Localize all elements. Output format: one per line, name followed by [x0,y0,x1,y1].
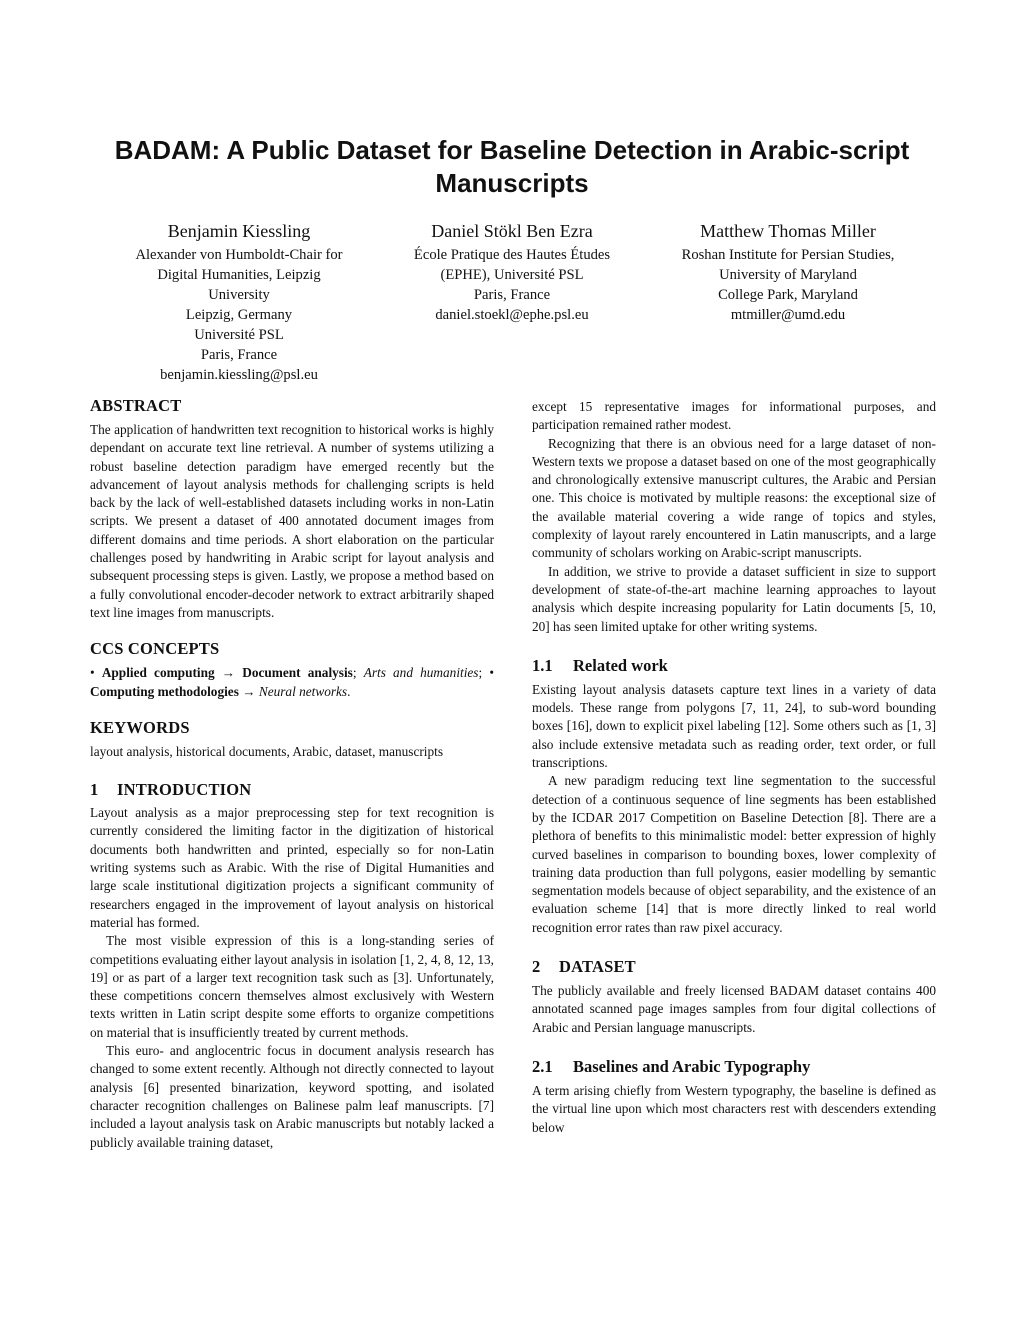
related-paragraph-1: Existing layout analysis datasets capture text lines in a variety of data models. These range from polygons [7, 11, 24], to sub-word bounding boxes [16], down to explicit pixel labeling [12]. Some others such as [1, 3] also include extensive metadata such as reading order, text order, or full transcriptions. [532,681,936,771]
author-affiliation-line: University [208,287,270,303]
dataset-paragraph-1: The publicly available and freely licensed BADAM dataset contains 400 annotated scanned page images samples from four digital collections of Arabic and Persian language manuscripts. [532,983,936,1035]
author-email: daniel.stoekl@ephe.psl.eu [435,307,589,323]
subsection-heading-baselines [532,1057,936,1077]
author-email: mtmiller@umd.edu [730,307,846,323]
section-heading-dataset [532,957,936,977]
author-name: Matthew Thomas Miller [700,221,876,241]
author-block-3 [653,218,923,325]
section-number: 1.1 [532,655,553,675]
author-email: benjamin.kiessling@psl.eu [160,367,318,383]
left-column [90,396,494,1152]
baselines-paragraph-1: A term arising chiefly from Western typography, the baseline is defined as the virtual line upon which most characters rest with descenders extending below [532,1082,936,1135]
ccs-separator: ; [352,665,357,681]
author-affiliation-line: (EPHE), Université PSL [440,267,584,283]
author-affiliation-line: Université PSL [194,327,284,343]
author-affiliation-line: Digital Humanities, Leipzig [157,267,321,283]
author-affiliation-line: College Park, Maryland [718,287,858,303]
author-affiliation-line: University of Maryland [719,267,857,283]
abstract-text: The application of handwritten text recognition to historical works is highly dependant on accurate text line retrieval. A number of systems utilizing a robust baseline detection paradigm have emerged recently but the advancement of layout analysis methods for challenging scripts is held back by the lack of well-established datasets including works in non-Latin scripts. We present a dataset of 400 annotated document images from different domains and time periods. A short elaboration on the particular challenges posed by handwriting in Arabic script for layout analysis and subsequent processing steps is given. Lastly, we propose a method based on a fully convolutional encoder-decoder network to extract arbitrarily shaped text line images from manuscripts. [90,422,494,620]
author-block-1 [104,218,374,385]
ccs-arrow: → [221,665,236,681]
author-block-2 [377,218,647,325]
intro-paragraph-3-continued: except 15 representative images for informational purposes, and participation remained rather modest. [532,399,936,433]
paper-title: BADAM: A Public Dataset for Baseline Detection in Arabic-script Manuscripts [114,135,910,198]
section-number: 2 [532,957,541,977]
author-name: Benjamin Kiessling [167,221,311,241]
intro-paragraph-1: Layout analysis as a major preprocessing step for text recognition is currently considered the limiting factor in the digitization of historical documents both handwritten and printed, especially so for non-Latin writing systems such as Arabic. With the rise of Digital Humanities and large scale institutional digitization projects a significant community of researchers engaged in the improvement of layout analysis on historical material has formed. [90,805,494,930]
section-title: Related work [573,655,668,675]
right-column [532,396,936,1137]
author-name: Daniel Stökl Ben Ezra [431,221,593,241]
ccs-concept: Arts and humanities [363,665,479,681]
keywords-text: layout analysis, historical documents, Arabic, dataset, manuscripts [90,743,444,759]
intro-paragraph-2: The most visible expression of this is a long-standing series of competitions evaluating either layout analysis in isolation [1, 2, 4, 8, 12, 13, 19] or as part of a larger text recognition task such as [3]. Unfortunately, these competitions concern themselves almost exclusively with Western texts written in Latin script despite some efforts to organize competitions on material that is insufficiently treated by current methods. [90,933,495,1040]
intro-paragraph-5: In addition, we strive to provide a dataset sufficient in size to support development of state-of-the-art machine learning approaches to layout analysis which despite increasing popularity for Latin documents [5, 10, 20] has seen limited uptake for other writing systems. [532,563,936,634]
ccs-concepts [90,664,494,701]
author-affiliation-line: Alexander von Humboldt-Chair for [135,247,343,263]
subsection-heading-related-work [532,656,936,676]
author-affiliation-line: Roshan Institute for Persian Studies, [681,247,895,263]
author-affiliation-line: Paris, France [473,287,551,303]
related-paragraph-2: A new paradigm reducing text line segmentation to the successful detection of a continuous sequence of line segments has been established by the ICDAR 2017 Competition on Baseline Detection [8]. There are a plethora of benefits to this minimalistic model: better expression of highly curved baselines in comparison to bounding boxes, lower complexity of training data production than full polygons, easier modelling by semantic segmentation models because of object separability, and the existence of an evaluation scheme [14] that is more directly linked to real world recognition error rates than raw pixel accuracy. [532,773,936,935]
ccs-concept: Applied computing [101,665,215,681]
ccs-end: . [347,683,351,699]
abstract-heading: ABSTRACT [90,396,182,415]
ccs-bullet: • [90,665,95,681]
ccs-concept: Computing methodologies [90,683,239,699]
section-number: 2.1 [532,1056,553,1076]
section-heading-introduction [90,780,494,800]
intro-paragraph-4: Recognizing that there is an obvious need for a large dataset of non-Western texts we propose a dataset based on one of the most geographically and chronologically extensive manuscript cultures, the Arabic and Persian one. This choice is motivated by multiple reasons: the exceptional size of the available material covering a wide range of topics and styles, complexity of layout rarely encountered in Latin manuscripts, and a large community of scholars working on Arabic-script manuscripts. [532,435,936,561]
author-affiliation-line: École Pratique des Hautes Études [413,247,611,263]
ccs-bullet: • [489,665,494,681]
ccs-arrow: → [242,683,256,699]
keywords-heading: KEYWORDS [90,717,190,737]
intro-paragraph-3: This euro- and anglocentric focus in document analysis research has changed to some extent recently. Although not directly connected to layout analysis [6] presented binarization, keyword spotting, and isolated character recognition challenges on Balinese palm leaf manuscripts. [7] included a layout analysis task on Arabic manuscripts but notably lacked a publicly available training dataset, [90,1043,494,1150]
section-number: 1 [90,780,99,800]
ccs-separator: ; [478,665,483,681]
ccs-concept: Neural networks [258,683,348,699]
section-title: INTRODUCTION [117,780,252,800]
author-affiliation-line: Paris, France [200,347,278,363]
ccs-heading: CCS CONCEPTS [90,639,220,659]
section-title: DATASET [559,957,636,977]
author-affiliation-line: Leipzig, Germany [185,307,293,323]
ccs-concept: Document analysis [242,665,353,681]
section-title: Baselines and Arabic Typography [573,1056,811,1076]
